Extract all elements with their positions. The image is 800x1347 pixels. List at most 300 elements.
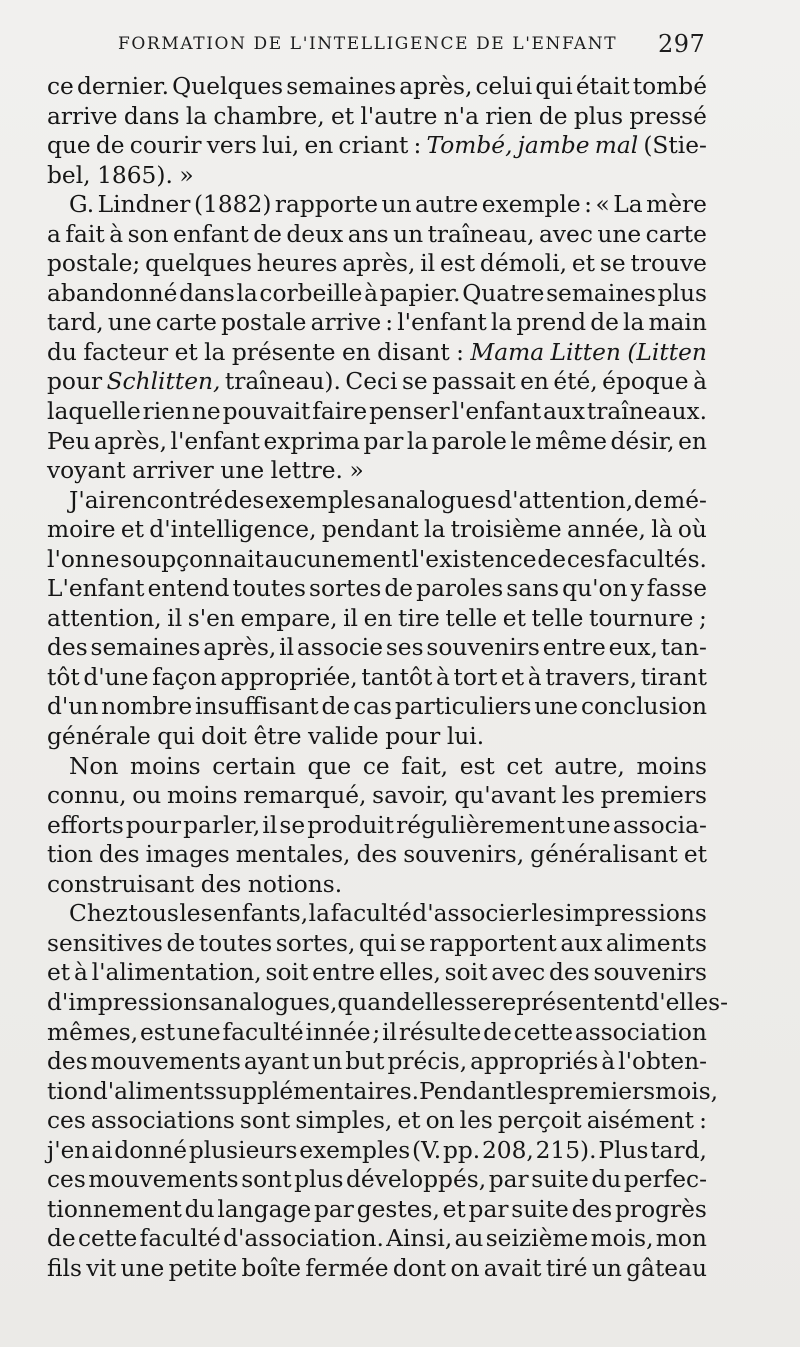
word: de	[483, 1018, 512, 1046]
word: Peu	[47, 427, 91, 455]
word: plus	[657, 279, 707, 307]
text-line	[47, 604, 707, 634]
word: et	[442, 1195, 466, 1223]
text-line	[47, 781, 707, 811]
word: ces	[47, 1107, 86, 1135]
word: Plus	[598, 1136, 649, 1164]
word: lui.	[446, 723, 485, 751]
word: pour	[385, 723, 441, 751]
word: nombre	[101, 693, 193, 721]
word: aucunement	[264, 545, 411, 573]
word: la	[185, 102, 208, 130]
word: enfants,	[213, 900, 309, 928]
word: semaines	[90, 634, 201, 662]
word: facultés.	[606, 545, 707, 573]
word: époque	[602, 368, 689, 396]
word: se	[599, 250, 626, 278]
word: fils	[47, 1254, 82, 1282]
word: seizième	[485, 1225, 589, 1253]
word: analogues,	[210, 988, 338, 1016]
word: de	[537, 545, 567, 573]
word: l'existence	[411, 545, 537, 573]
word: aliments	[605, 929, 707, 957]
word: une	[120, 1254, 165, 1282]
word: qui	[157, 723, 195, 751]
word: carte	[645, 220, 707, 248]
word: dernier.	[76, 73, 170, 100]
word: l'enfant	[170, 427, 261, 455]
word: d'association.	[223, 1225, 384, 1253]
word: il	[382, 1018, 397, 1046]
word: une	[597, 220, 642, 248]
word: certain	[212, 752, 296, 780]
text-line	[47, 574, 707, 604]
word: mois,	[590, 1225, 654, 1253]
word: des	[223, 486, 265, 514]
word: être	[253, 723, 302, 751]
word: fermée	[305, 1254, 389, 1282]
word: présente	[231, 338, 336, 366]
word: façon	[152, 663, 217, 691]
word: des	[47, 634, 88, 662]
word: plus	[573, 102, 624, 130]
word: après,	[399, 73, 473, 100]
word: langage	[217, 1195, 312, 1223]
word: appropriée,	[220, 663, 358, 691]
word: souvenirs,	[403, 841, 525, 869]
word: :	[385, 309, 394, 337]
word: s'en	[187, 604, 235, 632]
word: analogues	[376, 486, 497, 514]
word: :	[699, 1107, 707, 1135]
word: lettre.	[270, 457, 343, 485]
word: Pendant	[419, 1077, 516, 1105]
word: une	[176, 1018, 221, 1046]
word: arrive	[310, 309, 382, 337]
word: des	[47, 1048, 88, 1076]
word: tire	[398, 604, 440, 632]
word: :	[456, 338, 464, 366]
word: d'elles-	[644, 988, 728, 1016]
text-line	[47, 1254, 707, 1284]
word: sortes,	[275, 929, 356, 957]
word: toutes	[232, 575, 306, 603]
word: de	[95, 132, 125, 160]
word: à	[109, 220, 124, 248]
word: tôt	[47, 663, 80, 691]
word: après,	[342, 250, 416, 278]
word: qu'on	[562, 575, 628, 603]
word: faculté	[222, 1018, 304, 1046]
word: rapportent	[429, 929, 557, 957]
word: une	[534, 693, 579, 721]
word: souvenirs	[426, 634, 540, 662]
word: et	[683, 841, 707, 869]
text-line	[47, 1077, 719, 1107]
word: dans	[179, 279, 235, 307]
word: la	[204, 338, 226, 366]
word: à	[73, 959, 88, 987]
word: autre	[415, 191, 479, 219]
word: en	[363, 604, 393, 632]
word: remarqué,	[243, 782, 367, 810]
word: vers	[206, 132, 257, 160]
word: les	[561, 782, 595, 810]
word: et	[174, 338, 198, 366]
text-line	[47, 1224, 707, 1254]
text-line	[47, 1106, 707, 1136]
word: après,	[203, 634, 277, 662]
word: ce	[47, 73, 74, 100]
word: Ceci	[345, 368, 398, 396]
word: association	[574, 1018, 707, 1046]
word: quelques	[145, 250, 252, 278]
word: cette	[77, 1225, 138, 1253]
word: mouvements	[90, 1048, 241, 1076]
word: la	[406, 427, 429, 455]
word: régulièrement	[396, 811, 565, 839]
word: entend	[147, 575, 230, 603]
word: images	[145, 841, 230, 869]
word: (V.	[411, 1136, 442, 1164]
word: une	[220, 457, 265, 485]
text-line	[47, 1195, 707, 1225]
word: Mama	[470, 338, 545, 366]
word: parole	[431, 427, 507, 455]
word: G.	[69, 191, 95, 219]
word: exemples	[299, 1136, 411, 1164]
word: produit	[307, 811, 395, 839]
word: (1882)	[193, 191, 272, 219]
word: tiré	[545, 1254, 588, 1282]
word: tionnement	[47, 1195, 182, 1223]
word: tirant	[640, 663, 707, 691]
word: postale	[221, 309, 307, 337]
word: avec	[491, 959, 546, 987]
word: se	[465, 988, 492, 1016]
word: pendant	[321, 516, 419, 544]
word: une	[107, 309, 152, 337]
word: boîte	[241, 1254, 302, 1282]
word: fasse	[646, 575, 707, 603]
word: mouvements	[88, 1166, 239, 1194]
word: par	[313, 1195, 354, 1223]
word: de	[253, 220, 282, 248]
word: la	[308, 900, 331, 928]
word: la	[490, 309, 513, 337]
word: celui	[475, 73, 533, 100]
word: et	[120, 516, 144, 544]
word: les	[179, 900, 213, 928]
word: à	[435, 663, 450, 691]
word: postale;	[47, 250, 141, 278]
word: pour	[125, 811, 182, 839]
text-line	[47, 1018, 707, 1048]
word: toutes	[198, 929, 273, 957]
word: année,	[567, 516, 646, 544]
word: cet	[506, 752, 543, 780]
word: là	[651, 516, 673, 544]
word: doit	[201, 723, 247, 751]
word: moins	[130, 752, 201, 780]
word: plus	[294, 1166, 344, 1194]
word: ayant	[243, 1048, 310, 1076]
page-number: 297	[658, 30, 706, 58]
word: se	[279, 811, 306, 839]
word: soit	[444, 959, 488, 987]
word: ces	[47, 1166, 86, 1194]
word: La	[613, 191, 643, 219]
text-line	[47, 367, 707, 397]
word: 215).	[535, 1136, 597, 1164]
word: un	[393, 220, 424, 248]
text-line	[47, 870, 707, 900]
text-line	[47, 1165, 707, 1195]
text-line	[47, 456, 707, 486]
word: après,	[93, 427, 168, 455]
word: penser	[369, 398, 450, 426]
word: résulte	[398, 1018, 482, 1046]
word: associations	[90, 1107, 235, 1135]
word: laquelle	[47, 398, 141, 426]
text-line	[47, 102, 707, 132]
word: progrès	[615, 1195, 707, 1223]
word: ne	[191, 398, 221, 426]
word: facteur	[83, 338, 169, 366]
word: est	[139, 1018, 176, 1046]
word: traîneau,	[427, 220, 535, 248]
word: il	[279, 634, 295, 662]
word: abandonné	[47, 279, 178, 307]
word: bel,	[47, 161, 91, 189]
word: aux	[560, 929, 603, 957]
word: tion	[47, 1077, 93, 1105]
word: les	[459, 1107, 493, 1135]
word: exemple	[481, 191, 581, 219]
word: la	[424, 516, 446, 544]
word: il	[420, 250, 436, 278]
word: elles	[411, 988, 466, 1016]
word: »	[179, 161, 194, 189]
word: 208,	[481, 1136, 534, 1164]
word: paroles	[416, 575, 504, 603]
word: voyant	[47, 457, 126, 485]
word: sans	[506, 575, 560, 603]
word: est	[439, 250, 476, 278]
word: avec	[538, 220, 593, 248]
word: par	[488, 1166, 529, 1194]
word: dont	[392, 1254, 447, 1282]
word: ses	[385, 634, 424, 662]
word: innée	[305, 1018, 371, 1046]
word: courir	[129, 132, 202, 160]
word: quand	[337, 988, 412, 1016]
word: tort	[453, 663, 498, 691]
word: faculté	[330, 900, 412, 928]
text-line	[47, 486, 707, 516]
word: exemples	[265, 486, 376, 514]
word: troisième	[450, 516, 562, 544]
word: moire	[47, 516, 116, 544]
word: du	[47, 338, 77, 366]
word: prend	[516, 309, 587, 337]
word: et	[571, 250, 596, 278]
word: son	[127, 220, 169, 248]
body-text	[47, 72, 728, 1283]
text-line	[47, 929, 707, 959]
text-line	[47, 722, 707, 752]
word: il	[167, 604, 183, 632]
word: l'obten-	[618, 1048, 707, 1076]
word: (Stie-	[643, 132, 707, 160]
word: était	[575, 73, 630, 100]
text-line	[47, 958, 707, 988]
word: une	[566, 811, 611, 839]
word: telle	[531, 604, 584, 632]
word: représentent	[491, 988, 645, 1016]
word: Chez	[69, 900, 128, 928]
word: à	[364, 279, 378, 307]
word: telle	[445, 604, 498, 632]
text-line	[47, 308, 707, 338]
word: pressé	[629, 102, 707, 130]
word: autre,	[554, 752, 625, 780]
word: l'enfant	[451, 398, 542, 426]
word: main	[648, 309, 707, 337]
word: but	[345, 1048, 385, 1076]
text-line	[47, 190, 707, 220]
word: disant	[377, 338, 450, 366]
word: des	[548, 959, 590, 987]
text-line	[47, 279, 707, 309]
word: rien	[142, 398, 191, 426]
word: d'aliments	[92, 1077, 216, 1105]
word: de	[47, 1225, 76, 1253]
word: corbeille	[259, 279, 363, 307]
word: en	[520, 368, 549, 396]
text-line	[47, 840, 707, 870]
word: se	[401, 368, 428, 396]
word: au	[454, 1225, 484, 1253]
word: eux,	[608, 634, 658, 662]
word: et	[47, 959, 71, 987]
word: généralisant	[530, 841, 678, 869]
word: générale	[47, 723, 151, 751]
word: ces	[566, 545, 606, 573]
text-line	[47, 752, 707, 782]
text-line	[47, 1136, 707, 1166]
word: de	[384, 575, 414, 603]
word: L'enfant	[47, 575, 145, 603]
word: suite	[531, 1166, 589, 1194]
word: a	[47, 220, 61, 248]
word: par	[468, 1195, 509, 1223]
word: en	[304, 132, 334, 160]
text-line	[47, 220, 707, 250]
word: tion	[47, 841, 93, 869]
word: précis,	[387, 1048, 468, 1076]
word: petite	[168, 1254, 238, 1282]
word: ou	[132, 782, 162, 810]
word: elles,	[379, 959, 441, 987]
word: et	[330, 102, 355, 130]
word: les	[515, 1077, 549, 1105]
word: pouvait	[222, 398, 311, 426]
word: ;	[372, 1018, 381, 1046]
word: exprima	[263, 427, 360, 455]
word: supplémentaires.	[215, 1077, 420, 1105]
word: un	[312, 1048, 343, 1076]
word: se	[399, 929, 426, 957]
word: simples,	[295, 1107, 393, 1135]
word: où	[677, 516, 707, 544]
text-line	[47, 338, 707, 368]
word: démoli,	[479, 250, 568, 278]
word: suite	[511, 1195, 569, 1223]
running-title: FORMATION DE L'INTELLIGENCE DE L'ENFANT	[118, 34, 618, 54]
word: d'attention,	[497, 486, 634, 514]
word: avait	[483, 1254, 542, 1282]
word: ai	[91, 1136, 113, 1164]
word: mère	[646, 191, 707, 219]
word: efforts	[47, 811, 124, 839]
word: tantôt	[361, 663, 433, 691]
text-line	[47, 692, 707, 722]
word: associa-	[612, 811, 707, 839]
word: trouve	[630, 250, 707, 278]
word: sensitives	[47, 929, 163, 957]
word: on	[425, 1107, 455, 1135]
word: mé-	[663, 486, 707, 514]
word: traîneau).	[224, 368, 341, 396]
word: aux	[542, 398, 586, 426]
text-line	[47, 899, 707, 929]
word: été,	[553, 368, 598, 396]
word: d'associer	[412, 900, 531, 928]
text-line	[47, 427, 707, 457]
word: :	[413, 132, 422, 160]
word: jambe	[517, 132, 590, 160]
word: notions.	[247, 870, 343, 898]
word: tombé	[632, 73, 707, 100]
word: appropriés	[470, 1048, 599, 1076]
word: sont	[239, 1107, 291, 1135]
word: ;	[699, 604, 707, 632]
word: faire	[312, 398, 368, 426]
word: l'enfant	[397, 309, 487, 337]
word: est	[459, 752, 495, 780]
word: de	[633, 486, 663, 514]
word: Ainsi,	[386, 1225, 453, 1253]
word: criant	[338, 132, 409, 160]
word: conclusion	[580, 693, 707, 721]
word: lui,	[261, 132, 300, 160]
text-line	[47, 515, 707, 545]
word: »	[349, 457, 364, 485]
word: moins	[636, 752, 707, 780]
text-line	[47, 161, 707, 191]
word: par	[363, 427, 404, 455]
word: et	[502, 604, 526, 632]
word: des	[356, 841, 398, 869]
word: à	[601, 1048, 616, 1076]
word: qu'avant	[454, 782, 556, 810]
word: donné	[114, 1136, 188, 1164]
word: deux	[286, 220, 344, 248]
word: d'un	[47, 693, 99, 721]
word: de	[321, 693, 351, 721]
word: heures	[256, 250, 338, 278]
